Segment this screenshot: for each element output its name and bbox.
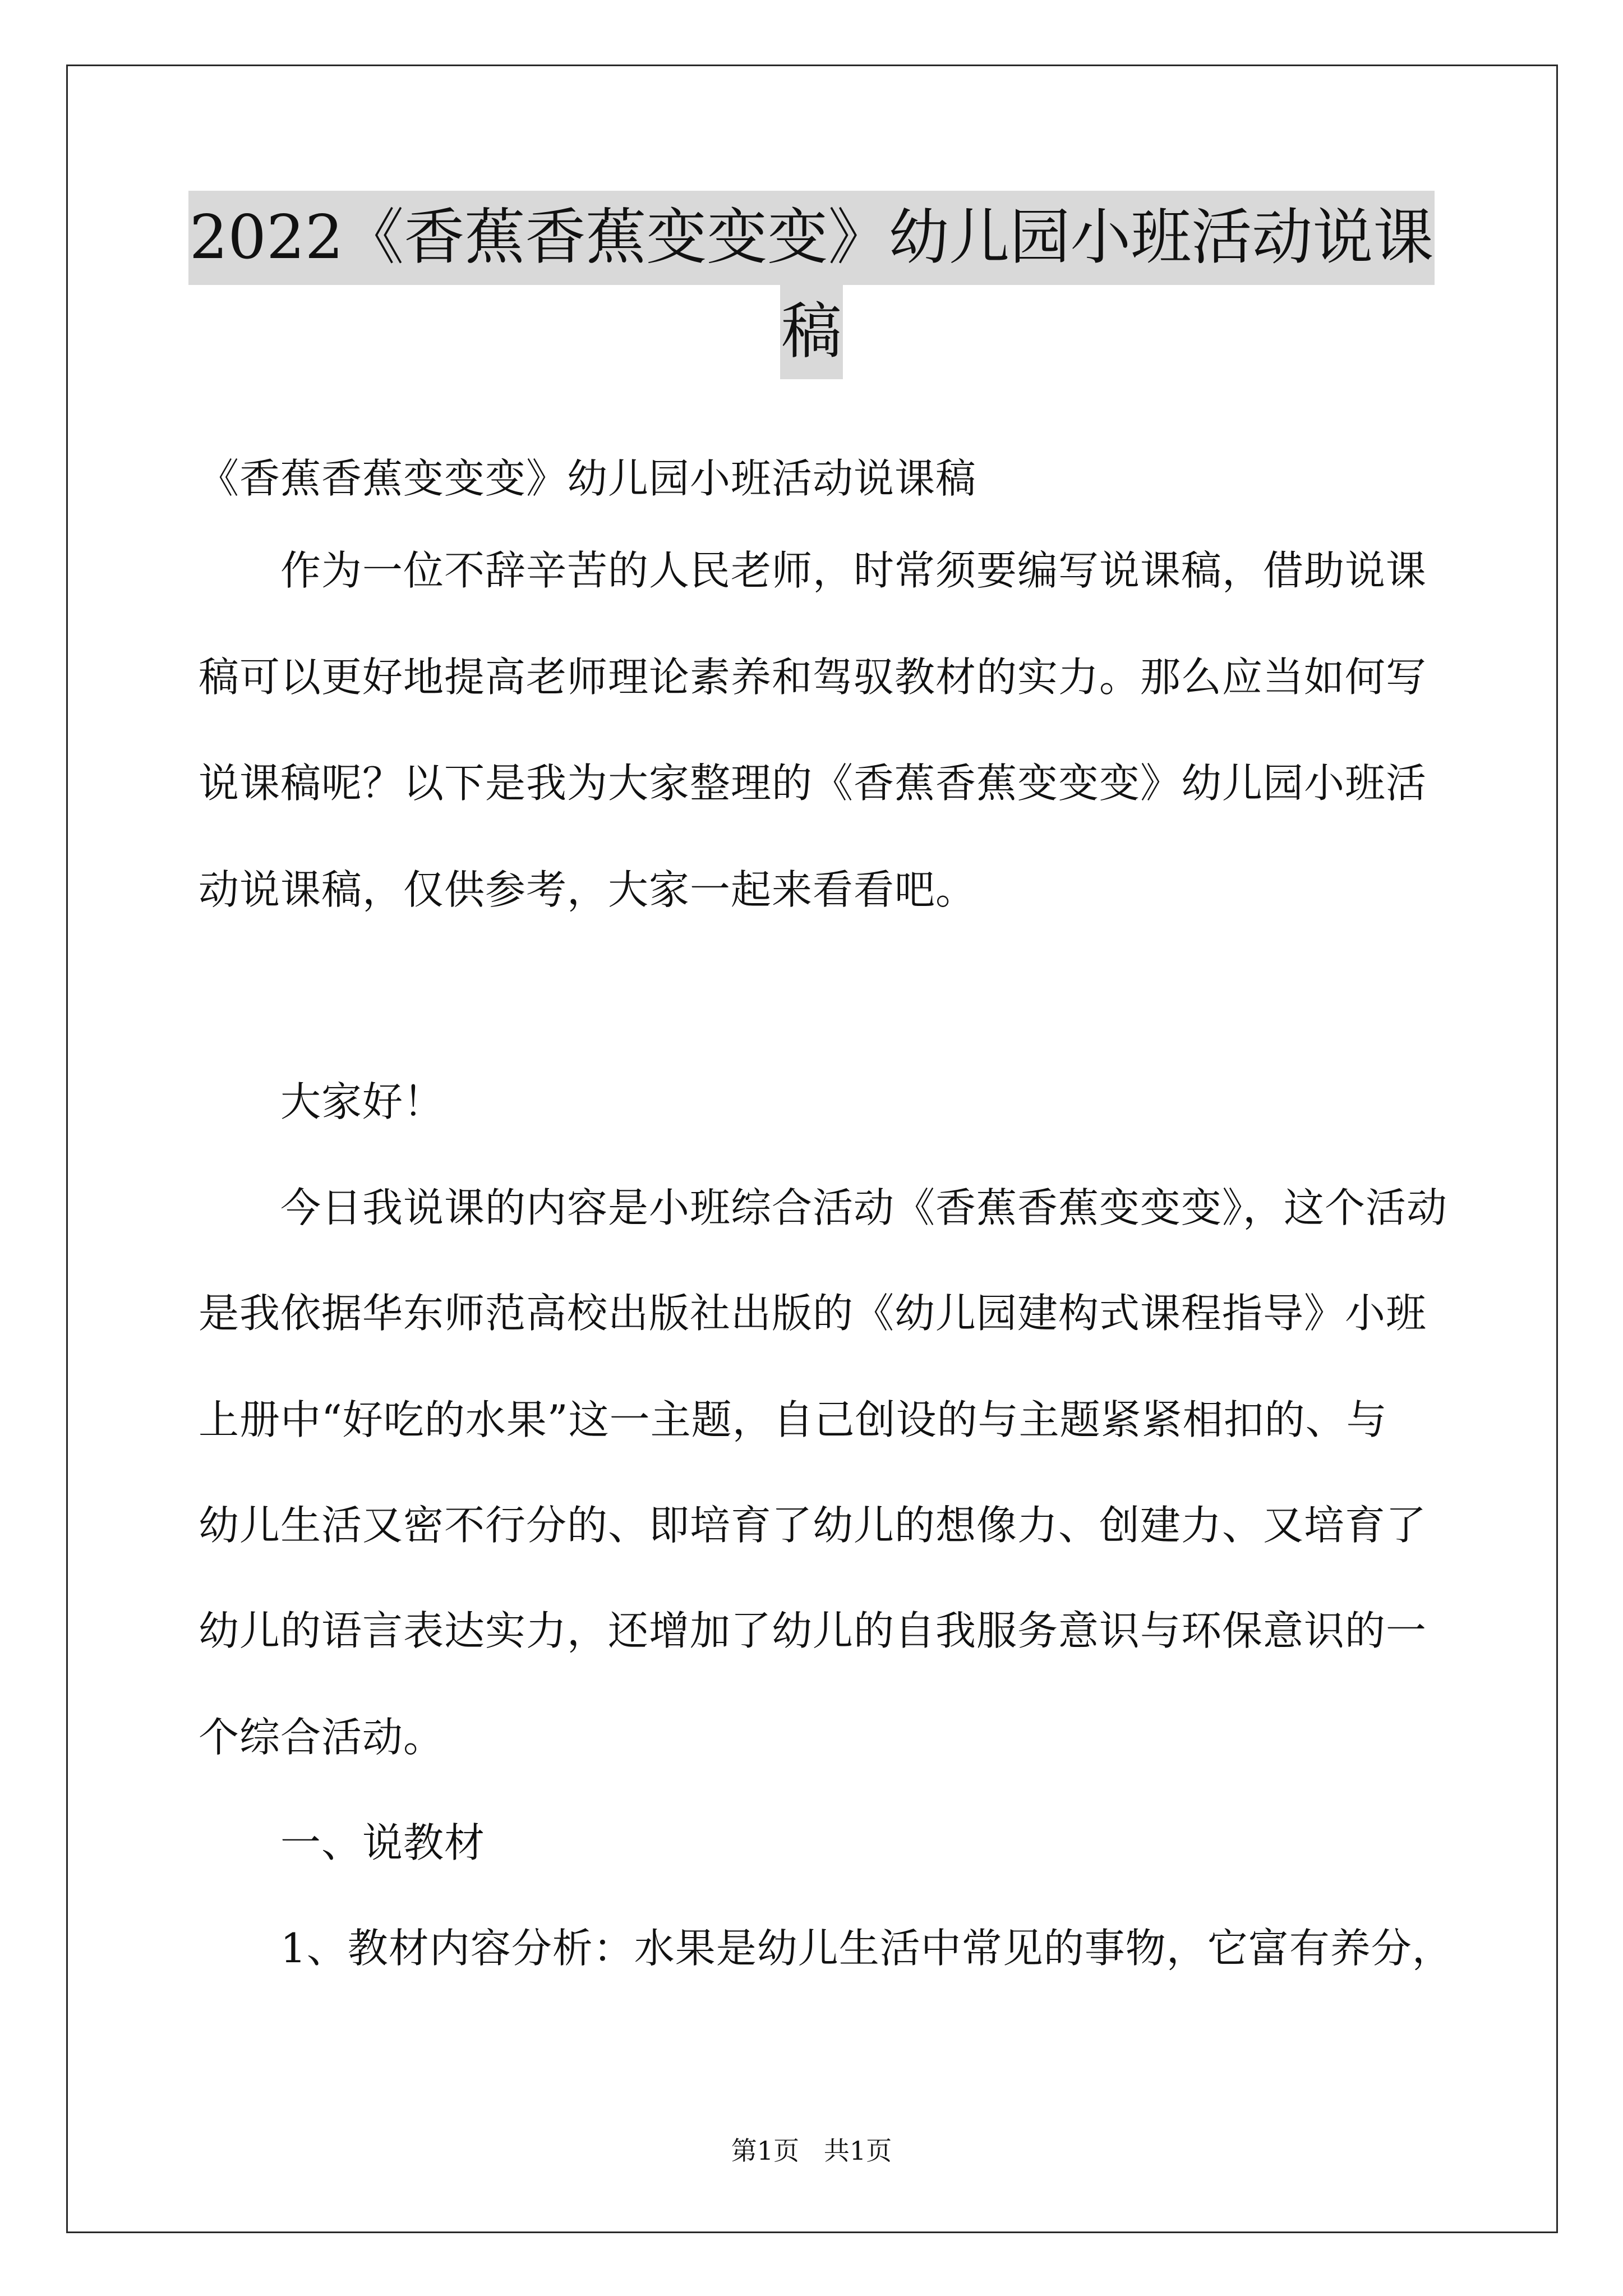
subtitle-paragraph: 《香蕉香蕉变变变》幼儿园小班活动说课稿 bbox=[199, 455, 977, 502]
content-line-2: 是我依据华东师范高校出版社出版的《幼儿园建构式课程指导》小班 bbox=[199, 1290, 1427, 1337]
list-item-1: 1、教材内容分析：水果是幼儿生活中常见的事物，它富有养分， bbox=[280, 1925, 1453, 1972]
section-heading: 一、说教材 bbox=[280, 1819, 486, 1866]
content-line-1: 今日我说课的内容是小班综合活动《香蕉香蕉变变变》，这个活动 bbox=[280, 1184, 1448, 1231]
intro-line-2: 稿可以更好地提高老师理论素养和驾驭教材的实力。那么应当如何写 bbox=[199, 654, 1427, 701]
title-line-2: 稿 bbox=[780, 285, 843, 379]
content-line-5: 幼儿的语言表达实力，还增加了幼儿的自我服务意识与环保意识的一 bbox=[199, 1607, 1427, 1654]
intro-line-1: 作为一位不辞辛苦的人民老师，时常须要编写说课稿，借助说课 bbox=[280, 547, 1427, 594]
page-number-footer: 第1页 共1页 bbox=[731, 2136, 892, 2166]
intro-line-4: 动说课稿，仅供参考，大家一起来看看吧。 bbox=[199, 866, 977, 913]
title-line-1: 2022《香蕉香蕉变变变》幼儿园小班活动说课 bbox=[188, 191, 1435, 285]
intro-line-3: 说课稿呢？以下是我为大家整理的《香蕉香蕉变变变》幼儿园小班活 bbox=[199, 760, 1427, 807]
document-title bbox=[0, 191, 1623, 379]
content-line-4: 幼儿生活又密不行分的、即培育了幼儿的想像力、创建力、又培育了 bbox=[199, 1502, 1427, 1549]
content-line-3: 上册中“好吃的水果”这一主题，自己创设的与主题紧紧相扣的、与 bbox=[199, 1396, 1387, 1443]
content-line-6: 个综合活动。 bbox=[199, 1714, 445, 1761]
greeting-line: 大家好！ bbox=[280, 1078, 445, 1125]
